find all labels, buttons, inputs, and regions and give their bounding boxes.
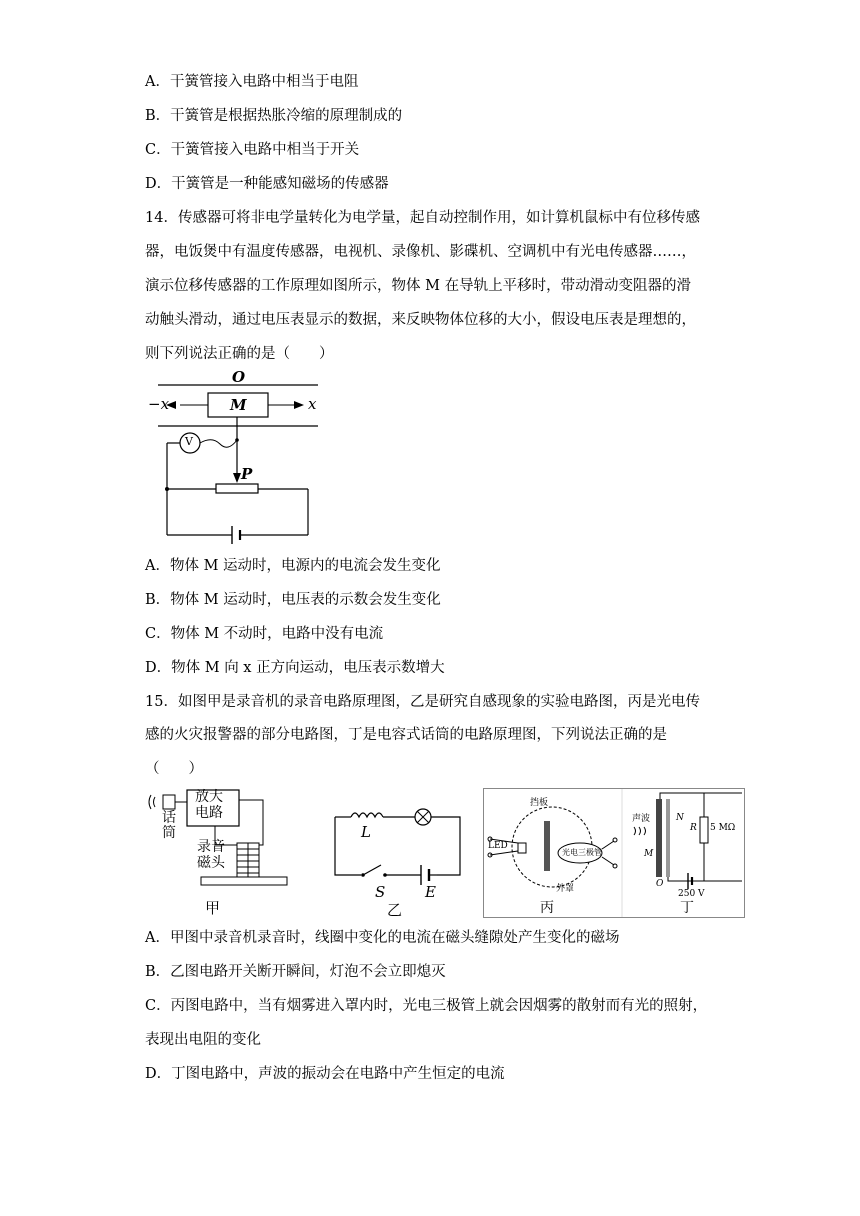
led-label: LED bbox=[488, 841, 508, 851]
figure-caption: 乙 bbox=[387, 901, 403, 919]
circuit-label: 电路 bbox=[195, 805, 223, 821]
amp-label: 放大 bbox=[195, 789, 223, 805]
head-label: 磁头 bbox=[197, 855, 225, 871]
label-m: M bbox=[230, 396, 247, 414]
figure-caption: 丁 bbox=[680, 900, 694, 916]
resistance-label: 5 MΩ bbox=[710, 823, 736, 833]
head-label: 录音 bbox=[197, 839, 225, 855]
option-c: C．丙图电路中，当有烟雾进入罩内时，光电三极管上就会因烟雾的散射而有光的照射， bbox=[145, 998, 708, 1014]
mic-label: 筒 bbox=[162, 825, 176, 841]
label-neg-x: −x bbox=[148, 395, 170, 413]
question-stem: 感的火灾报警器的部分电路图，丁是电容式话筒的电路原理图，下列说法正确的是 bbox=[145, 727, 667, 743]
question-stem: 则下列说法正确的是（ ） bbox=[145, 346, 334, 362]
label-o: O bbox=[232, 368, 246, 386]
option-b: B．乙图电路开关断开瞬间，灯泡不会立即熄灭 bbox=[145, 964, 446, 980]
figure-bing-ding-panel bbox=[483, 788, 745, 918]
label-p: P bbox=[241, 465, 253, 483]
option-a: A．干簧管接入电路中相当于电阻 bbox=[145, 74, 359, 90]
diode-label: 光电三极管 bbox=[562, 848, 602, 857]
sound-label: 声波 bbox=[632, 814, 651, 824]
voltage-label: 250 V bbox=[678, 889, 705, 899]
option-b: B．干簧管是根据热胀冷缩的原理制成的 bbox=[145, 108, 403, 124]
option-b: B．物体 M 运动时，电压表的示数会发生变化 bbox=[145, 592, 441, 608]
question-stem: 动触头滑动，通过电压表显示的数据，来反映物体位移的大小，假设电压表是理想的， bbox=[145, 312, 696, 328]
option-d: D．物体 M 向 x 正方向运动，电压表示数增大 bbox=[145, 660, 445, 676]
question-stem: 15．如图甲是录音机的录音电路原理图，乙是研究自感现象的实验电路图，丙是光电传 bbox=[145, 694, 700, 710]
figure-caption: 甲 bbox=[205, 899, 221, 917]
figure-caption: 丙 bbox=[540, 900, 554, 916]
label-r: R bbox=[690, 823, 697, 833]
label-m: M bbox=[644, 849, 654, 859]
question-stem: 器，电饭煲中有温度传感器，电视机、录像机、影碟机、空调机中有光电传感器……， bbox=[145, 244, 696, 260]
cover-label: 外罩 bbox=[556, 884, 575, 894]
option-c: C．物体 M 不动时，电路中没有电流 bbox=[145, 626, 384, 642]
question-stem: 14．传感器可将非电学量转化为电学量，起自动控制作用，如计算机鼠标中有位移传感 bbox=[145, 210, 700, 226]
option-d: D．丁图电路中，声波的振动会在电路中产生恒定的电流 bbox=[145, 1066, 505, 1082]
option-a: A．甲图中录音机录音时，线圈中变化的电流在磁头缝隙处产生变化的磁场 bbox=[145, 930, 620, 946]
plate-label: 挡板 bbox=[530, 798, 549, 808]
figure-yi bbox=[325, 795, 465, 919]
label-x: x bbox=[308, 395, 317, 413]
mic-label: 话 bbox=[162, 810, 176, 826]
option-c: C．干簧管接入电路中相当于开关 bbox=[145, 142, 360, 158]
label-s: S bbox=[375, 883, 386, 901]
label-l: L bbox=[361, 823, 371, 841]
label-n: N bbox=[676, 813, 684, 823]
voltmeter-label: V bbox=[185, 435, 193, 448]
option-d: D．干簧管是一种能感知磁场的传感器 bbox=[145, 176, 389, 192]
label-e: E bbox=[425, 883, 436, 901]
option-a: A．物体 M 运动时，电源内的电流会发生变化 bbox=[145, 558, 441, 574]
label-o: O bbox=[656, 879, 664, 889]
figure-jia bbox=[145, 785, 290, 915]
option-c-continued: 表现出电阻的变化 bbox=[145, 1032, 261, 1048]
displacement-sensor-diagram bbox=[140, 368, 330, 553]
question-stem: （ ） bbox=[145, 761, 203, 777]
question-stem: 演示位移传感器的工作原理如图所示，物体 M 在导轨上平移时，带动滑动变阻器的滑 bbox=[145, 278, 692, 294]
